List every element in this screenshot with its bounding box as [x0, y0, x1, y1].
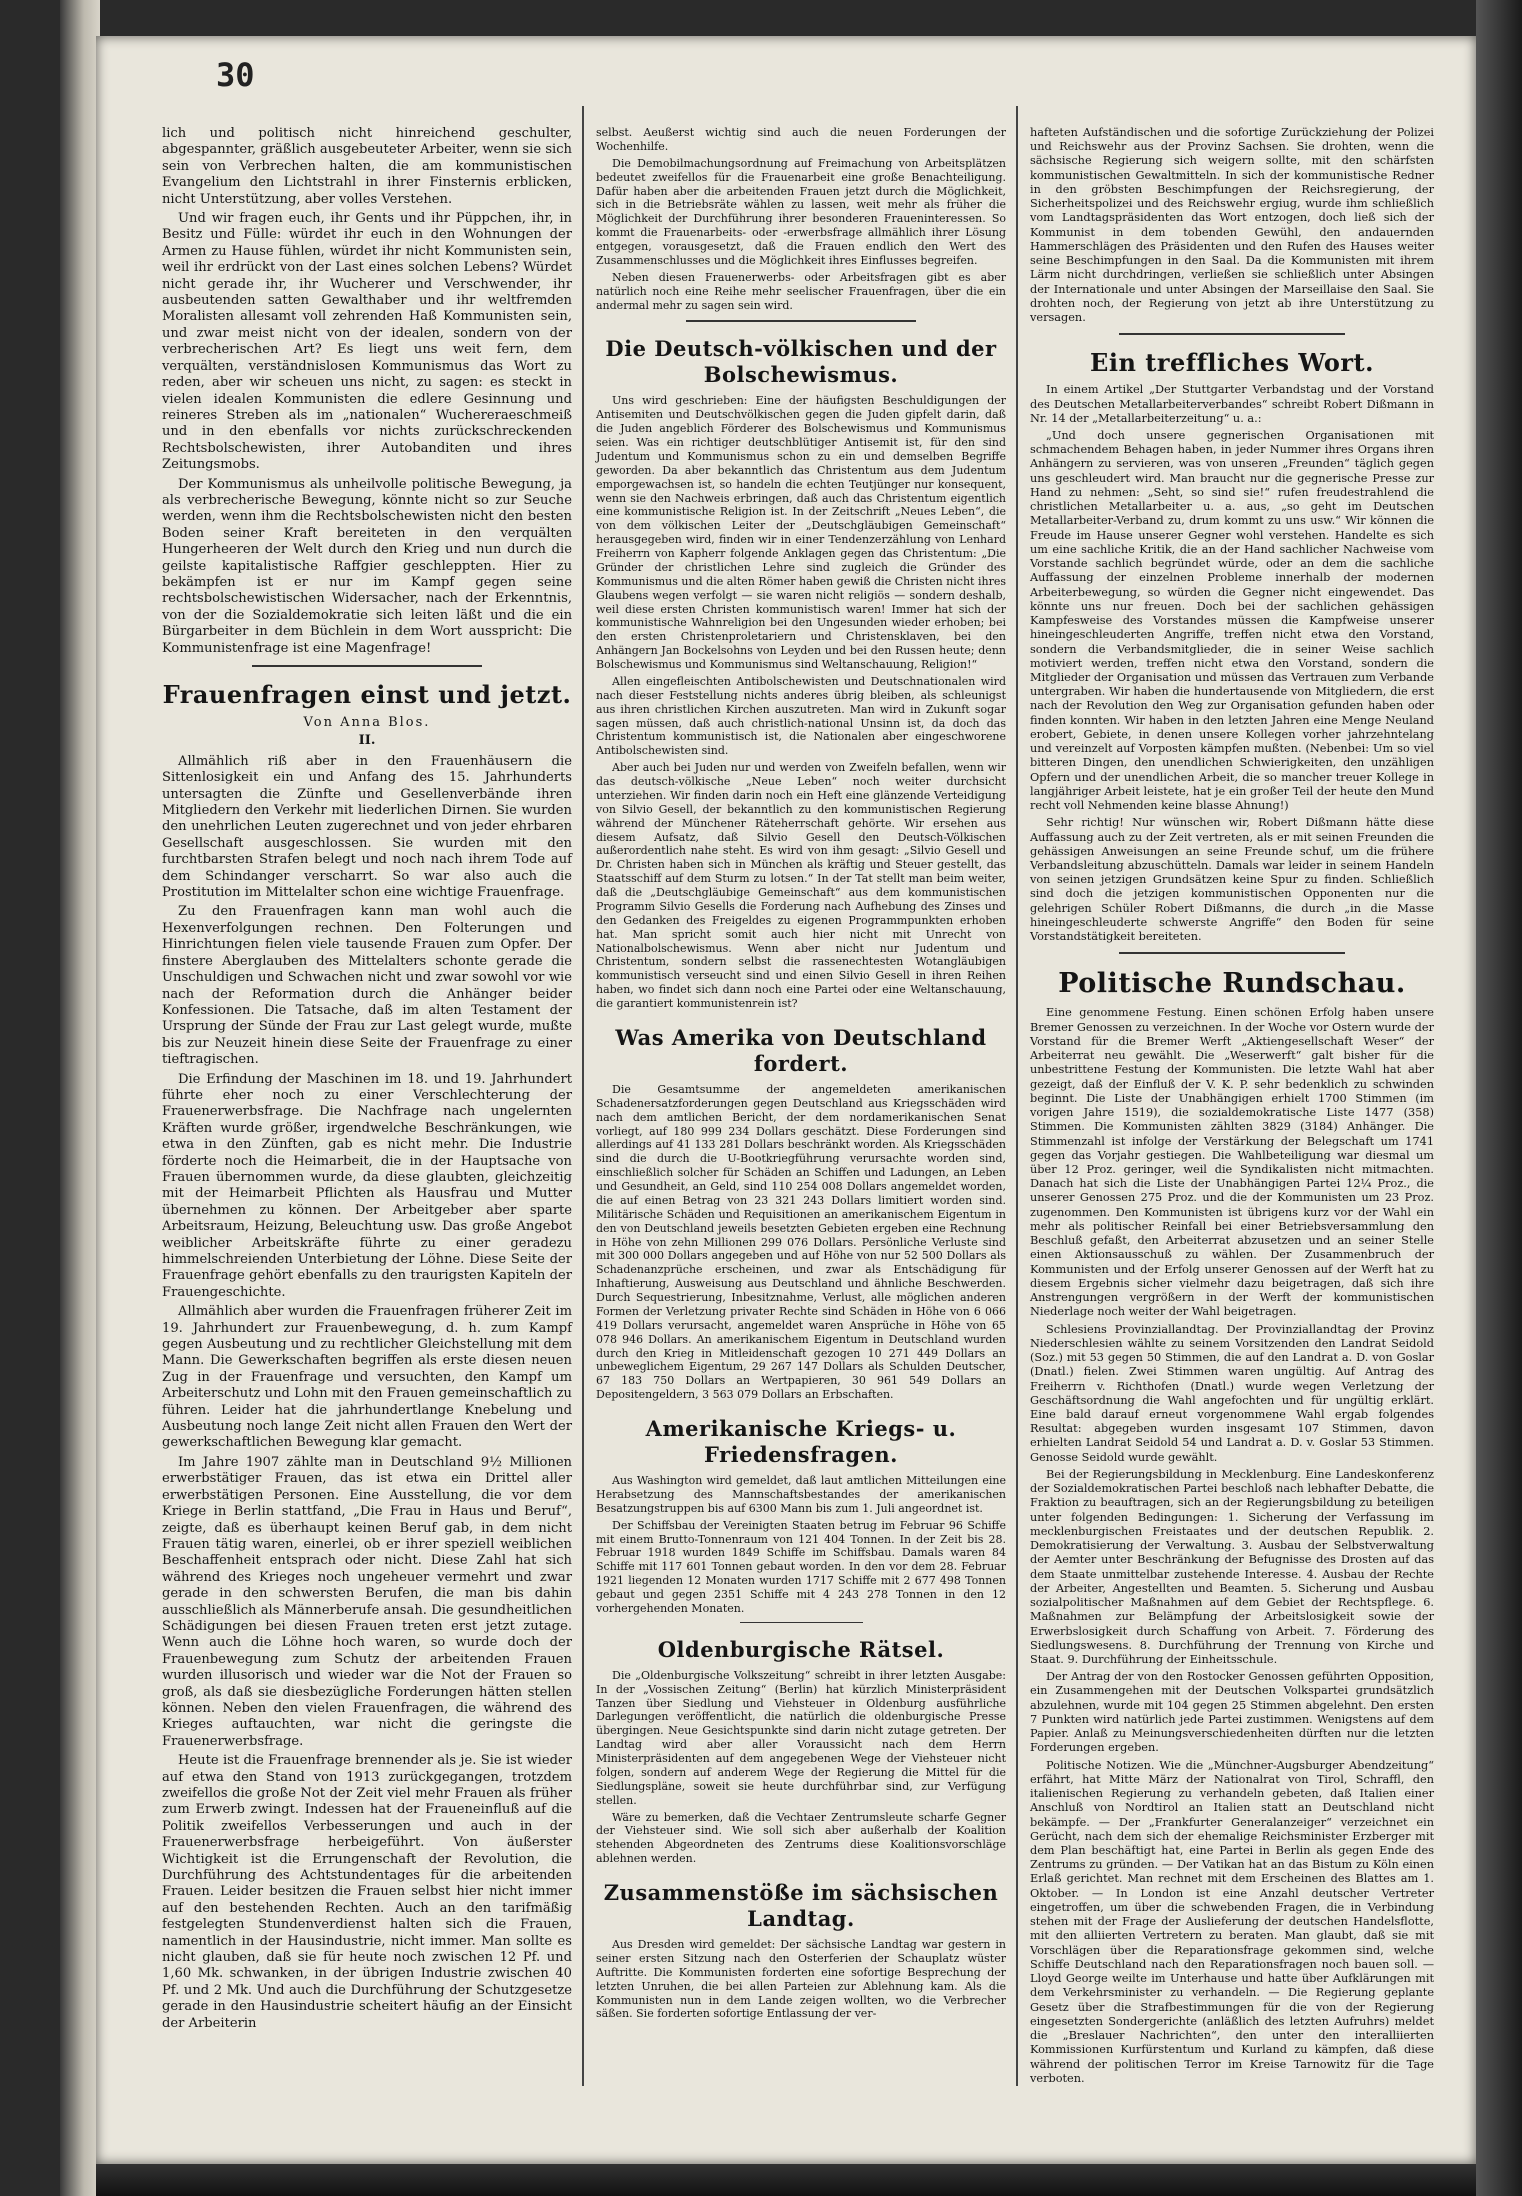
paragraph: Der Kommunismus als unheilvolle politische Bewegung, ja als verbrecherische Bewegung, könnte nicht so zur Seuche werden, wenn ihm die Rechtsbolschewisten nicht den besten Boden seiner Kraft bereiteten in den verquälten Hungerheeren der Welt durch den Krieg und nun durch die geilste kapitalistische Raffgier geschleppten. Hier zu bekämpfen ist er nur im Kampf gegen seine rechtsbolschewistischen Widersacher, nach der Erkenntnis, von der die Sozialdemokratie sich leiten läßt und die ein Bürgarbeiter in dem Büchlein in dem Wort ausspricht: Die Kommunistenfrage ist eine Magenfrage!	[162, 476, 572, 656]
paragraph: Aus Dresden wird gemeldet: Der sächsische Landtag war gestern in seiner ersten Sitzung nach den Osterferien der Schauplatz wüster Auftritte. Die Kommunisten forderten eine sofortige Besprechung der letzten Unruhen, die bei allen Parteien zur Ablehnung kam. Als die Kommunisten nun in dem Lande zeigen wollten, wo die Verbrecher säßen. Sie forderten sofortige Entlassung der ver-	[596, 1938, 1006, 2021]
column-rule	[1016, 106, 1018, 2086]
article-title: Oldenburgische Rätsel.	[657, 1636, 945, 1662]
paragraph: „Und doch unsere gegnerischen Organisationen mit schmachendem Behagen haben, in jeder Nummer ihres Organs ihren Anhängern zu servieren, was von unseren „Freunden“ täglich gegen uns geschleudert wird. Man braucht nur die gegnerische Presse zur Hand zu nehmen: „Seht, so sind sie!“ rufen freudestrahlend die christlichen Metallarbeiter u. a. aus, „so geht im Deutschen Metallarbeiter-Verband zu, drum kommt zu uns usw.“ Wir können die Freude im Hause unserer Gegner wohl verstehen. Handelte es sich um eine sachliche Kritik, die an der Hand sachlicher Nachweise vom Vorstande sachlich begründet würde, oder an dem die sachliche Auffassung der einzelnen Probleme innerhalb der modernen Arbeiterbewegung, so würden die Gegner nicht eingewendet. Das könnte uns nur freuen. Doch bei der sachlichen gehässigen Kampfesweise des Vorstandes müssen die Kampfweise unserer hineingeschleuderten Angriffe, treffen nicht etwa den Vorstand, sondern die Verbandsmitglieder, die in seiner Weise sachlich motiviert werden, treffen nicht etwa den Vorstand, sondern die Mitglieder der Organisation und müssen das Vertrauen zum Verbande untergraben. Wir haben die hundertausende von Mitgliedern, die erst nach der Revolution den Weg zur Organisation gefunden haben oder finden konnten. Wir haben in den letzten Jahren eine Menge Neuland erobert, Gebiete, in denen unsere Kollegen vorher jahrzehntelang und vereinzelt auf Vorposten kämpfen mußten. (Nebenbei: Um so viel bitteren Dingen, den unendlichen Schwierigkeiten, den unzähligen Opfern und der unendlichen Arbeit, die so mancher treuer Kollege in langjähriger Arbeit leistete, hat je ein großer Teil der heute den Mund recht voll Nehmenden keine blasse Ahnung!)	[1030, 428, 1434, 813]
paragraph: In einem Artikel „Der Stuttgarter Verbandstag und der Vorstand des Deutschen Metallarbeiterverbandes“ schreibt Robert Dißmann in Nr. 14 der „Metallarbeiterzeitung“ u. a.:	[1030, 383, 1434, 425]
paragraph: Der Schiffsbau der Vereinigten Staaten betrug im Februar 96 Schiffe mit einem Brutto-Tonnenraum von 121 404 Tonnen. In der Zeit bis 28. Februar 1918 wurden 1849 Schiffe im Schiffsbau. Damals waren 84 Schiffe mit 117 601 Tonnen gebaut worden. In den vor dem 28. Februar 1921 liegenden 12 Monaten wurden 1717 Schiffe mit 2 677 498 Tonnen gebaut und gegen 2351 Schiffe mit 4 243 278 Tonnen in den 12 vorhergehenden Monaten.	[596, 1518, 1006, 1615]
paragraph: hafteten Aufständischen und die sofortige Zurückziehung der Polizei und Reichswehr aus der Provinz Sachsen. Sie drohten, wenn die sächsische Regierung sich weigern sollte, mit den schärfsten kommunistischen Gewaltmitteln. In sich der kommunistische Redner in den gröbsten Beschimpfungen der Reichsregierung, der Sicherheitspolizei und des Reichswehr ergiug, wurde ihm schließlich vom Landtagspräsidenten das Wort entzogen, doch ließ sich der Kommunist in dem tobenden Gewühl, den andauernden Hammerschlägen des Präsidenten und den Rufen des Hauses weiter seine Beschimpfungen in den Saal. Da die Kommunisten mit ihrem Lärm nicht durchdringen, verließen sie schließlich unter Absingen der Internationale und unter Absingen der Marseillaise den Saal. Sie drohten noch, der Regierung von jetzt ab ihre Unterstützung zu versagen.	[1030, 126, 1434, 325]
article-separator	[740, 1622, 863, 1623]
article-separator	[686, 320, 916, 322]
paragraph: Uns wird geschrieben: Eine der häufigsten Beschuldigungen der Antisemiten und Deutschvölkischen gegen die Juden gipfelt darin, daß die Juden angeblich Förderer des Bolschewismus und Kommunismus seien. Was ein richtiger deutschblütiger Antisemit ist, für den sind Judentum und Kommunismus schon zu ein und demselben Begriffe geworden. Da aber bekanntlich das Christentum aus dem Judentum emporgewachsen ist, so handeln die echten Teutjünger nur konsequent, wenn sie den Nachweis erbringen, daß auch das Christentum eigentlich eine kommunistische Religion ist. In der Zeitschrift „Neues Leben“, die von dem völkischen Leiter der „Deutschgläubigen Gemeinschaft“ herausgegeben wird, finden wir in einer Tendenzerzählung von Lenhard Freiherrn von Kapherr folgende Anklagen gegen das Christentum: „Die Gründer der christlichen Lehre sind zugleich die Gründer des Kommunismus und die alten Römer haben gewiß die Christen nicht ihres Glaubens wegen verfolgt — sie waren nicht religiös — sondern deshalb, weil diese ersten Christen kommunistisch waren! Immer hat sich der kommunistische Wahnreligion bei den Ungesunden wieder erhoben; bei den ersten Christenproletariern und Christensklaven, bei den Anhängern Jan Bockelsohns von Leyden und bei den Russen heute; denn Bolschewismus und Kommunismus sind Weltanschauung, Religion!“	[596, 394, 1006, 671]
column-3	[1030, 126, 1434, 2089]
paragraph: Die „Oldenburgische Volkszeitung“ schreibt in ihrer letzten Ausgabe: In der „Vossischen Zeitung“ (Berlin) hat kürzlich Ministerpräsident Tanzen über Siedlung und Viehsteuer in Oldenburg ausführliche Darlegungen veröffentlicht, die natürlich die oldenburgische Presse übergingen. Neue Gesichtspunkte sind darin nicht zutage getreten. Der Landtag wird aber aller Voraussicht nach dem Herrn Ministerpräsidenten auf dem angegebenen Wege der Viehsteuer nicht folgen, sondern auf anderem Wege der Regierung die Mittel für die Siedlungspläne, soweit sie heute durchführbar sind, zur Verfügung stellen.	[596, 1668, 1006, 1807]
article-title: Was Amerika von Deutschland fordert.	[615, 1024, 987, 1076]
paragraph: Schlesiens Provinziallandtag. Der Provinziallandtag der Provinz Niederschlesien wählte zu seinem Vorsitzenden den Landrat Seidold (Soz.) mit 53 gegen 50 Stimmen, die auf den Landrat a. D. von Goslar (Dnatl.) fielen. Zwei Stimmen waren ungültig. Auf Antrag des Freiherrn v. Richthofen (Dnatl.) wurde wegen Verletzung der Geschäftsordnung die Wahl angefochten und für ungültig erklärt. Eine bald darauf erneut vorgenommene Wahl ergab folgendes Resultat: abgegeben wurden insgesamt 107 Stimmen, davon erhielten Landrat Seidold 54 und Landrat a. D. v. Goslar 53 Stimmen. Genosse Seidold wurde gewählt.	[1030, 1322, 1434, 1464]
book-binding	[60, 0, 100, 2196]
column-2	[596, 126, 1006, 2024]
article-title: Die Deutsch-völkischen und der Bolschewismus.	[605, 336, 997, 388]
paragraph: Neben diesen Frauenerwerbs- oder Arbeitsfragen gibt es aber natürlich noch eine Reihe mehr seelischer Frauenfragen, über die ein andermal mehr zu sagen sein wird.	[596, 270, 1006, 312]
column-rule	[582, 106, 584, 2086]
page-number: 30	[216, 56, 255, 94]
paragraph: Aber auch bei Juden nur und werden von Zweifeln befallen, wenn wir das deutsch-völkische „Neue Leben“ noch weiter durchsicht unterziehen. Wir finden darin noch ein Heft eine glänzende Verteidigung von Silvio Gesell, der bekanntlich zu den kommunistischen Regierung während der Münchener Räteherrschaft gehörte. Wir ersehen aus diesem Aufsatz, daß Silvio Gesell den Deutsch-Völkischen außerordentlich nahe steht. Es wird von ihm gesagt: „Silvio Gesell und Dr. Christen haben sich in München als kräftig und Steuer gestellt, das Staatsschiff auf dem Sturm zu lotsen.“ In der Tat stellt man beim weiter, daß die „Deutschgläubige Gemeinschaft“ aus dem kommunistischen Programm Silvio Gesells die Forderung nach Aufhebung des Zinses und den Gedanken des Freigeldes zu eigenen Programmpunkten erhoben hat. Man spricht somit auch hier nicht mit Unrecht von Nationalbolschewismus. Wenn aber nicht nur Judentum und Christentum, sondern selbst die rassenechtesten Wotangläubigen kommunistisch verseucht sind und einen Silvio Gesell in ihren Reihen haben, wo findet sich dann noch eine Partei oder eine Weltanschauung, die garantiert kommunistenrein ist?	[596, 761, 1006, 1010]
article-title: Amerikanische Kriegs- u. Friedensfragen.	[645, 1416, 957, 1467]
paragraph: Heute ist die Frauenfrage brennender als je. Sie ist wieder auf etwa den Stand von 1913 zurückgegangen, trotzdem zweifellos die große Not der Zeit viel mehr Frauen als früher zum Erwerb zwingt. Indessen hat der Fraueneinfluß auf die Politik zweifellos Verbesserungen und auch in der Frauenerwerbsfrage herbeigeführt. Von äußerster Wichtigkeit ist die Errungenschaft der Revolution, die Durchführung des Achtstundentages für die arbeitenden Frauen. Leider besitzen die Frauen selbst hier nicht immer auf den bestehenden Rechten. Auch an den tarifmäßig festgelegten Stundenverdienst halten sich die Frauen, namentlich in der Hausindustrie, nicht immer. Man sollte es nicht glauben, daß sie für heute noch zwischen 12 Pf. und 1,60 Mk. schwanken, in der übrigen Industrie zwischen 40 Pf. und 2 Mk. Und auch die Durchführung der Schutzgesetze gerade in den Hausindustrie scheitert häufig an der Einsicht der Arbeiterin	[162, 1753, 572, 2031]
paragraph: Bei der Regierungsbildung in Mecklenburg. Eine Landeskonferenz der Sozialdemokratischen Partei beschloß nach lebhafter Debatte, die Fraktion zu beauftragen, sich an der Regierungsbildung zu beteiligen unter folgenden Bedingungen: 1. Sicherung der Verfassung im mecklenburgischen Freistaates und der deutschen Republik. 2. Demokratisierung der Verwaltung. 3. Ausbau der Selbstverwaltung der Aemter unter Beschränkung der Befugnisse des Drosten auf das dem Staate unmittelbar zustehende Interesse. 4. Ausbau der Rechte der Arbeiter, Angestellten und Beamten. 5. Sicherung und Ausbau sozialpolitischer Maßnahmen auf dem Gebiet der Rechtspflege. 6. Maßnahmen zur Belämpfung der Arbeitslosigkeit sowie der Erwerbslosigkeit durch Schaffung von Arbeit. 7. Förderung des Siedlungswesens. 8. Durchführung der Trennung von Kirche und Staat. 9. Durchführung der Einheitsschule.	[1030, 1467, 1434, 1666]
paragraph: Im Jahre 1907 zählte man in Deutschland 9½ Millionen erwerbstätiger Frauen, das ist etwa ein Drittel aller erwerbstätigen Personen. Eine Ausstellung, die vor dem Kriege in Berlin stattfand, „Die Frau in Haus und Beruf“, zeigte, daß es überhaupt keinen Beruf gab, in dem nicht Frauen tätig waren, einerlei, ob er ihrer speziell weiblichen Beschaffenheit entsprach oder nicht. Diese Zahl hat sich während des Krieges noch ungeheuer vermehrt und zwar gerade in den schwersten Berufen, die man bis dahin ausschließlich als Männerberufe ansah. Die gesundheitlichen Schädigungen bei diesen Frauen treten erst jetzt zutage. Wenn auch die Löhne hoch waren, so wurde doch der Frauenbewegung zum Schutz der arbeitenden Frauen wurden illusorisch und wieder war die Not der Frauen so groß, als daß sie diesbezügliche Forderungen hätten stellen können. Neben den vielen Frauenfragen, die während des Krieges auftauchten, war nicht die geringste die Frauenerwerbsfrage.	[162, 1454, 572, 1749]
newspaper-page	[96, 36, 1476, 2164]
article-separator	[1119, 952, 1345, 954]
paragraph: Allmählich aber wurden die Frauenfragen früherer Zeit im 19. Jahrhundert zur Frauenbewegung, d. h. zum Kampf gegen Ausbeutung und zu rechtlicher Gleichstellung mit dem Mann. Die Gewerkschaften begriffen als erste diesen neuen Zug in der Frauenfrage und versuchten, den Kampf um Arbeiterschutz und Lohn mit den Frauen gemeinschaftlich zu führen. Leider hat die jahrhundertlange Knebelung und Ausbeutung noch lange Zeit nicht allen Frauen den Wert der gewerkschaftlichen Bewegung klar gemacht.	[162, 1304, 572, 1451]
article-title: Politische Rundschau.	[1058, 968, 1406, 1000]
column-1	[162, 126, 572, 2035]
byline: Von Anna Blos.	[303, 715, 431, 730]
paragraph: Die Gesamtsumme der angemeldeten amerikanischen Schadenersatzforderungen gegen Deutschland aus Kriegsschäden wird nach dem amtlichen Bericht, der dem nordamerikanischen Senat vorliegt, auf 180 999 234 Dollars geschätzt. Diese Forderungen sind allerdings auf 41 133 281 Dollars beschränkt worden. Als Kriegsschäden sind die durch die U-Bootkriegführung verursachte worden sind, einschließlich solcher für Schäden an Schiffen und Ladungen, an Leben und Gesundheit, an Geld, sind 110 254 008 Dollars angemeldet worden, die auf einen Betrag von 23 321 243 Dollars limitiert worden sind. Militärische Schäden und Requisitionen an amerikanischem Eigentum in den von Deutschland jeweils besetzten Gebieten ergeben eine Rechnung in Höhe von zehn Millionen 299 076 Dollars. Persönliche Verluste sind mit 300 000 Dollars angegeben und auf Höhe von nur 52 500 Dollars als Schadenanzprüche erscheinen, und zwar als Entschädigung für Inhaftierung, Ausweisung aus Deutschland und ähnliche Beschwerden. Durch Sequestrierung, Inbesitznahme, Verlust, alle möglichen anderen Formen der Verletzung privater Rechte sind Schäden in Höhe von 6 066 419 Dollars verursacht, angemeldet waren Ansprüche in Höhe von 65 078 946 Dollars. An amerikanischem Eigentum in Deutschland wurden durch den Krieg in Mitleidenschaft gezogen 10 271 449 Dollars an unbeweglichem Eigentum, 29 267 147 Dollars als Schulden Deutscher, 67 183 750 Dollars an Wertpapieren, 30 961 549 Dollars an Depositengeldern, 3 563 079 Dollars an Erbschaften.	[596, 1082, 1006, 1402]
paragraph: Eine genommene Festung. Einen schönen Erfolg haben unsere Bremer Genossen zu verzeichnen. In der Woche vor Ostern wurde der Vorstand für die Bremer Werft „Aktiengesellschaft Weser“ der Arbeiterrat neu gewählt. Die „Weserwerft“ galt bisher für die unbestrittene Festung der Kommunisten. Die letzte Wahl hat aber gezeigt, daß der Einfluß der V. K. P. sehr bedenklich zu schwinden beginnt. Die Liste der Unabhängigen erhielt 1700 Stimmen (im vorigen Jahre 1519), die sozialdemokratische Liste 1477 (358) Stimmen. Die Kommunisten zählten 3829 (3184) Anhänger. Die Stimmenzahl ist infolge der Verstärkung der Belegschaft um 1741 gegen das Vorjahr gestiegen. Die Wahlbeteiligung war diesmal um über 12 Proz. geringer, weil die Syndikalisten nicht mitmachten. Danach hat sich die Liste der Unabhängigen Partei 12¼ Proz., die unserer Genossen 275 Proz. und die der Kommunisten um 23 Proz. zugenommen. Den Kommunisten ist übrigens kurz vor der Wahl ein mehr als politischer Reinfall bei einer Betriebsversammlung den Beschluß gefaßt, den Arbeiterrat abzusetzen und an seiner Stelle einen Aktionsausschuß zu wählen. Der Zusammenbruch der Kommunisten und der Erfolg unserer Genossen auf der Werft hat zu diesem Ergebnis sicher vielmehr dazu beigetragen, daß sich ihre Anstrengungen vergrößern in der Werft der kommunistischen Niederlage noch weiter der Wahl beigetragen.	[1030, 1006, 1434, 1319]
article-title: Frauenfragen einst und jetzt.	[162, 680, 572, 709]
paragraph: Sehr richtig! Nur wünschen wir, Robert Dißmann hätte diese Auffassung auch zu der Zeit vertreten, als er mit seinen Freunden die gehässigen Anweisungen an seine Freunde schuf, um die frühere Verbandsleitung abzuschütteln. Damals war leider in seinem Handeln von seinen jetzigen Grundsätzen keine Spur zu finden. Schließlich sind doch die jetzigen kommunistischen Opponenten nur die gelehrigen Schüler Robert Dißmanns, die durch „in die Masse hineingeschleuderte schwerste Angriffe“ den Boden für seine Vorstandstätigkeit bereiteten.	[1030, 816, 1434, 944]
paragraph: Die Erfindung der Maschinen im 18. und 19. Jahrhundert führte eher noch zu einer Verschlechterung der Frauenerwerbsfrage. Die Nachfrage nach ungelernten Kräften wurde größer, irgendwelche Beschränkungen, wie etwa in den Zünften, gab es nicht mehr. Die Industrie förderte noch die Heimarbeit, die in der Hauptsache von Frauen übernommen wurde, da diese glaubten, gleichzeitig mit der Heimarbeit Pflichten als Hausfrau und Mutter übernehmen zu können. Der Arbeitgeber aber sparte Arbeitsraum, Heizung, Beleuchtung usw. Das große Angebot weiblicher Arbeitskräfte führte zu einer geradezu himmelschreienden Unterbietung der Löhne. Diese Seite der Frauenfrage gehört ebenfalls zu den traurigsten Kapiteln der Frauengeschichte.	[162, 1071, 572, 1300]
article-separator	[1119, 333, 1345, 335]
paragraph: Politische Notizen. Wie die „Münchner-Augsburger Abendzeitung“ erfährt, hat Mitte März der Nationalrat von Tirol, Schraffl, den italienischen Regierung zu verhandeln gebeten, daß Italien einer Anschluß von Nordtirol an Italien statt an Deutschland nicht bekämpfe. — Der „Frankfurter Generalanzeiger“ verzeichnet ein Gerücht, nach dem sich der ehemalige Reichsminister Erzberger mit dem Plan beschäftigt hat, eine Partei in Berlin als gegen Ende des Zentrums zu gründen. — Der Vatikan hat an das Bistum zu Köln einen Erlaß gerichtet. Man rechnet mit dem Erscheinen des Blattes am 1. Oktober. — In London ist eine Anzahl deutscher Vertreter eingetroffen, um über die schwebenden Fragen, die in Verbindung stehen mit der Frage der Auslieferung der deutschen Handelsflotte, mit den alliierten Vertretern zu beraten. Man glaubt, daß sie mit Vorschlägen über die Reparationsfrage gekommen sind, welche Schiffe Deutschland nach den Reparationsfragen noch bauen soll. — Lloyd George weilte im Unterhause und hatte über Aufklärungen mit dem Verkehrsminister zu verhandeln. — Die Regierung geplante Gesetz über die Strafbestimmungen für die von der Regierung eingesetzten Sondergerichte (anläßlich des letzten Aufruhrs) meldet die „Breslauer Nachrichten“, den unter den interalliierten Kommissionen Kurfürstentum und Kurland zu kämpfen, daß diese während der politischen Terror im Kreise Tarnowitz für die Tage verboten.	[1030, 1758, 1434, 2085]
article-title: Zusammenstöße im sächsischen Landtag.	[603, 1880, 999, 1931]
scan-edge-bottom	[96, 2164, 1476, 2196]
paragraph: Zu den Frauenfragen kann man wohl auch die Hexenverfolgungen rechnen. Den Folterungen und Hinrichtungen fielen viele tausende Frauen zum Opfer. Der finstere Aberglauben des Mittelalters schonte gerade die Unschuldigen und Schwachen nicht und zwar sowohl vor wie nach der Reformation durch die Anhänger beider Konfessionen. Die Tatsache, daß im alten Testament der Ursprung der Sünde der Frau zur Last gelegt wurde, mußte bis zur Neuzeit hinein diese Seite der Frauenfrage zu einer tieftragischen.	[162, 904, 572, 1068]
paragraph: Wäre zu bemerken, daß die Vechtaer Zentrumsleute scharfe Gegner der Viehsteuer sind. Wie soll sich aber außerhalb der Koalition stehenden Abgeordneten des Zentrums diese Koalitionsvorschläge ablehnen werden.	[596, 1810, 1006, 1866]
part-number: II.	[358, 733, 376, 749]
scan-edge-right	[1476, 0, 1522, 2196]
paragraph: Allmählich riß aber in den Frauenhäusern die Sittenlosigkeit ein und Anfang des 15. Jahrhunderts untersagten die Zünfte und Gesellenverbände ihren Mitgliedern den Verkehr mit liederlichen Dirnen. Sie wurden den unehrlichen Leuten zugerechnet und von jeder ehrbaren Gesellschaft ausgeschlossen. Sie wurden mit den furchtbarsten Strafen belegt und noch nach ihrem Tode auf dem Schindanger verscharrt. So war also auch die Prostitution im Mittelalter schon eine wichtige Frauenfrage.	[162, 753, 572, 901]
paragraph: Die Demobilmachungsordnung auf Freimachung von Arbeitsplätzen bedeutet zweifellos für die Frauenarbeit eine große Benachteiligung. Dafür haben aber die arbeitenden Frauen jetzt durch die Möglichkeit, sich in die Betriebsräte wählen zu lassen, weit mehr als früher die Möglichkeit der Durchführung ihrer besonderen Fraueninteressen. So kommt die Frauenarbeits- oder -erwerbsfrage allmählich ihrer Lösung entgegen, vorausgesetzt, daß die Frauen endlich den Wert des Zusammenschlusses und die Möglichkeit ihres Einflusses begreifen.	[596, 156, 1006, 267]
article-separator	[252, 665, 482, 667]
paragraph: Aus Washington wird gemeldet, daß laut amtlichen Mitteilungen eine Herabsetzung des Mannschaftsbestandes der amerikanischen Besatzungstruppen bis auf 6300 Mann bis zum 1. Juli angeordnet ist.	[596, 1474, 1006, 1515]
article-title: Ein treffliches Wort.	[1090, 348, 1374, 378]
paragraph: selbst. Aeußerst wichtig sind auch die neuen Forderungen der Wochenhilfe.	[596, 126, 1006, 153]
paragraph: Und wir fragen euch, ihr Gents und ihr Püppchen, ihr, in Besitz und Fülle: würdet ihr euch in den Wohnungen der Armen zu Hause fühlen, würdet ihr nicht Kommunisten sein, weil ihr erdrückt von der Last eines solchen Lebens? Würdet nicht gerade ihr, ihr Wucherer und Verschwender, ihr ausbeutenden satten Gewalthaber und ihr weltfremden Moralisten allesamt voll zehrenden Haß Kommunisten sein, und zwar meist nicht von der idealen, sondern von der verbrecherischen Art? Es liegt uns weit fern, dem verquälten, verständnislosen Kommunismus das Wort zu reden, aber wir scheuen uns nicht, zu sagen: es steckt in vielen idealen Kommunisten die edlere Gesinnung und reineres Streben als im „nationalen“ Wuchereraeschmeiß und in den ebenfalls vor nichts zurückschreckenden Rechtsbolschewisten, ihrer Autobanditen und ihres Zeitungsmobs.	[162, 211, 572, 473]
paragraph: lich und politisch nicht hinreichend geschulter, abgespannter, gräßlich ausgebeuteter Arbeiter, wenn sie sich sein von Verbrechen halten, die am kommunistischen Evangelium den Lichtstrahl in ihrer Finsternis erblicken, nicht Unterstützung, aber volles Verstehen.	[162, 126, 572, 207]
paragraph: Der Antrag der von den Rostocker Genossen geführten Opposition, ein Zusammengehen mit der Deutschen Volkspartei grundsätzlich abzulehnen, wurde mit 104 gegen 25 Stimmen abgelehnt. Den ersten 7 Punkten wird natürlich jede Partei zustimmen. Wenigstens auf dem Papier. Anlaß zu Meinungsverschiedenheiten dürften nur die letzten Forderungen ergeben.	[1030, 1670, 1434, 1755]
paragraph: Allen eingefleischten Antibolschewisten und Deutschnationalen wird nach dieser Feststellung nichts anderes übrig bleiben, als schleunigst aus ihren christlichen Kirchen auszutreten. Man wird in Zukunft sogar sagen müssen, daß auch christlich-national Unsinn ist, da doch das Christentum kommunistisch ist, die Nationalen aber eingeschworene Antibolschewisten sind.	[596, 674, 1006, 758]
